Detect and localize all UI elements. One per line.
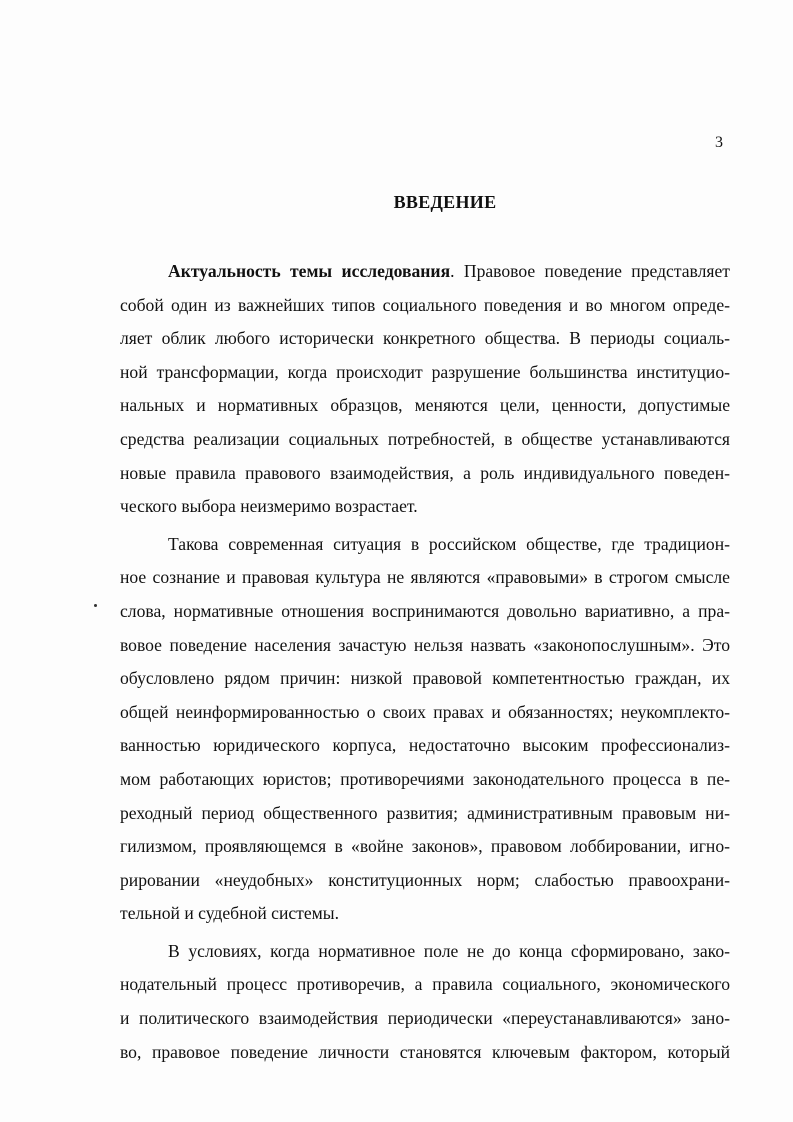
text-line: рировании «неудобных» конституционных норм; слабостью правоохрани- [120, 869, 730, 890]
page-title: ВВЕДЕНИЕ [393, 192, 497, 212]
text-line: обусловлено рядом причин: низкой правовой компетентностью граждан, их [120, 668, 730, 689]
text-run: . Правовое поведение представляет [450, 261, 730, 281]
text-line: тельной и судебной системы. [120, 903, 340, 924]
paragraph-1-line-1 [120, 255, 730, 289]
text-line: нальных и нормативных образцов, меняются цели, ценности, допустимые [120, 395, 730, 416]
text-line: средства реализации социальных потребностей, в обществе устанавливаются [120, 428, 730, 449]
text-line: гилизмом, проявляющемся в «войне законов», правовом лоббировании, игно- [120, 836, 730, 857]
text-line: ное сознание и правовая культура не являются «правовыми» в строгом смысле [120, 567, 730, 588]
text-line: ной трансформации, когда происходит разрушение большинства институцио- [120, 361, 730, 382]
text-line: слова, нормативные отношения воспринимаются довольно вариативно, а пра- [120, 600, 730, 621]
paragraph-3-line-1: В условиях, когда нормативное поле не до конца сформировано, зако- [168, 940, 730, 961]
scan-speck [94, 604, 97, 607]
text-line: ческого выбора неизмеримо возрастает. [120, 496, 418, 517]
text-line: мом работающих юристов; противоречиями законодательного процесса в пе- [120, 768, 730, 789]
text-line: нодательный процесс противоречив, а правила социального, экономического [120, 974, 730, 995]
text-line: общей неинформированностью о своих правах и обязанностях; неукомплекто- [120, 701, 730, 722]
page-number: 3 [715, 134, 723, 151]
text-line: ляет облик любого исторически конкретного общества. В периоды социаль- [120, 328, 730, 349]
text-line: и политического взаимодействия периодически «переустанавливаются» зано- [120, 1008, 730, 1029]
bold-lead: Актуальность темы исследования [168, 261, 451, 281]
text-line: собой один из важнейших типов социального поведения и во многом опреде- [120, 294, 730, 315]
text-line: новые правила правового взаимодействия, а роль индивидуального поведен- [120, 462, 730, 483]
paragraph-2-line-1: Такова современная ситуация в российском обществе, где традицион- [168, 533, 730, 554]
body-text [120, 255, 730, 1069]
text-line: во, правовое поведение личности становятся ключевым фактором, который [120, 1041, 730, 1062]
text-line: ванностью юридического корпуса, недостаточно высоким профессионализ- [120, 735, 730, 756]
text-line: реходный период общественного развития; административным правовым ни- [120, 802, 730, 823]
text-line: вовое поведение населения зачастую нельзя назвать «законопослушным». Это [120, 634, 730, 655]
